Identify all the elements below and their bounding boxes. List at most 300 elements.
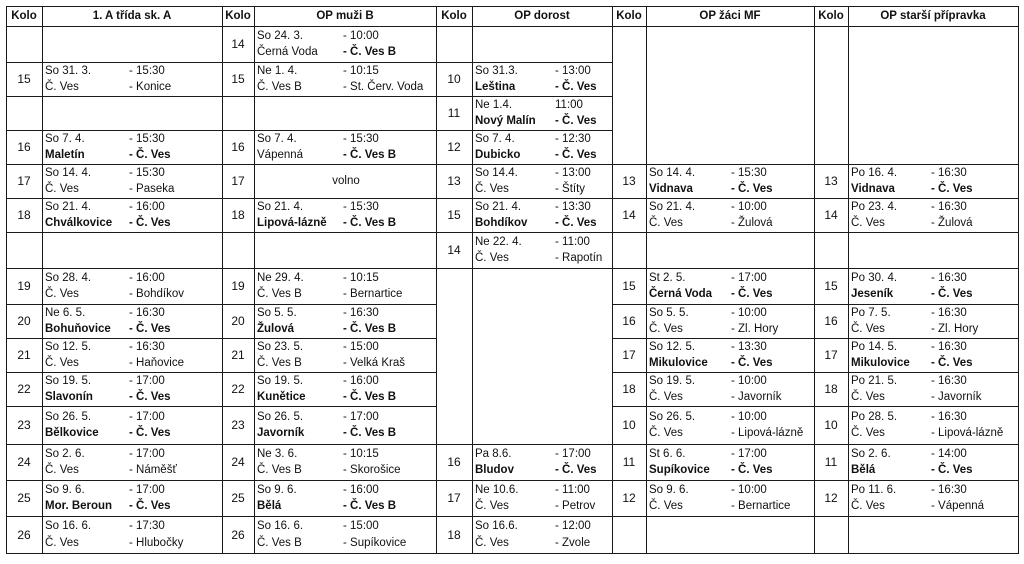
grid-line-horizontal bbox=[814, 516, 1019, 517]
round-number: 14 bbox=[231, 37, 245, 51]
match-date-line bbox=[257, 270, 435, 287]
home-team: Č. Ves bbox=[45, 288, 79, 300]
round-number: 17 bbox=[824, 348, 838, 362]
match-time: - 12:30 bbox=[555, 132, 591, 145]
match-cell bbox=[257, 199, 435, 232]
away-team: - Č. Ves bbox=[931, 464, 973, 476]
match-time: - 11:00 bbox=[555, 483, 590, 496]
match-time: - 17:00 bbox=[731, 447, 767, 460]
match-cell bbox=[851, 482, 1017, 515]
match-teams-line bbox=[257, 425, 435, 442]
match-time: - 16:30 bbox=[931, 374, 967, 387]
away-team: - Žulová bbox=[931, 217, 973, 229]
column-header-kolo: Kolo bbox=[441, 10, 467, 22]
round-number: 22 bbox=[231, 382, 245, 396]
home-team: Bělkovice bbox=[45, 427, 99, 439]
match-cell bbox=[45, 482, 221, 515]
match-date-line bbox=[257, 339, 435, 356]
match-cell bbox=[257, 305, 435, 338]
match-cell bbox=[475, 446, 611, 479]
match-time: - 16:00 bbox=[129, 271, 165, 284]
match-date: So 19. 5. bbox=[649, 374, 696, 387]
match-cell bbox=[45, 131, 221, 164]
match-cell bbox=[257, 339, 435, 372]
match-time: - 16:00 bbox=[129, 200, 165, 213]
grid-line-vertical bbox=[1018, 6, 1019, 553]
match-time: - 16:30 bbox=[931, 340, 967, 353]
home-team: Č. Ves bbox=[45, 183, 79, 195]
away-team: - Hlubočky bbox=[129, 536, 184, 549]
home-team: Č. Ves bbox=[851, 217, 885, 229]
round-number: 24 bbox=[231, 455, 245, 469]
match-time: - 10:00 bbox=[731, 374, 767, 387]
match-cell bbox=[851, 165, 1017, 198]
column-header-kolo: Kolo bbox=[616, 10, 642, 22]
match-date: So 7. 4. bbox=[257, 132, 297, 145]
match-time: - 16:30 bbox=[931, 166, 967, 179]
match-date-line bbox=[649, 409, 813, 426]
home-team: Mikulovice bbox=[649, 357, 708, 369]
match-date: So 16. 6. bbox=[257, 520, 304, 532]
round-number: 16 bbox=[824, 314, 838, 328]
column-header-competition: OP starší přípravka bbox=[880, 10, 986, 22]
match-cell bbox=[851, 199, 1017, 232]
home-team: Maletín bbox=[45, 149, 85, 161]
round-number: 16 bbox=[622, 314, 636, 328]
grid-line-horizontal bbox=[436, 553, 613, 554]
match-teams-line bbox=[475, 113, 611, 130]
match-teams-line bbox=[851, 321, 1017, 338]
match-date: So 21. 4. bbox=[45, 200, 92, 213]
round-number: 26 bbox=[17, 527, 31, 542]
home-team: Č. Ves bbox=[475, 536, 509, 549]
round-number: 16 bbox=[447, 455, 461, 469]
match-teams-line bbox=[851, 498, 1017, 515]
match-date: So 16.6. bbox=[475, 520, 518, 532]
match-time: - 11:00 bbox=[555, 235, 590, 248]
match-time: - 16:30 bbox=[931, 271, 967, 284]
match-teams-line bbox=[851, 389, 1017, 406]
match-time: - 10:00 bbox=[731, 200, 767, 213]
match-date: Po 23. 4. bbox=[851, 200, 898, 213]
round-number: 23 bbox=[231, 418, 245, 432]
match-date: St 6. 6. bbox=[649, 447, 686, 460]
round-number: 16 bbox=[17, 140, 31, 154]
home-team: Bohuňovice bbox=[45, 323, 111, 335]
home-team: Kunětice bbox=[257, 391, 306, 403]
match-teams-line bbox=[649, 498, 813, 515]
away-team: - Č. Ves B bbox=[343, 427, 397, 439]
match-date: So 5. 5. bbox=[649, 306, 689, 319]
round-number: 15 bbox=[824, 279, 838, 293]
column-header-kolo: Kolo bbox=[818, 10, 844, 22]
match-time: - 16:30 bbox=[129, 340, 165, 353]
match-date-line bbox=[649, 339, 813, 356]
round-number: 14 bbox=[622, 208, 636, 222]
match-date-line bbox=[257, 446, 435, 463]
round-number: 16 bbox=[231, 140, 245, 154]
column-header-kolo: Kolo bbox=[11, 10, 37, 22]
match-cell bbox=[851, 409, 1017, 442]
grid-line-horizontal bbox=[222, 232, 437, 233]
away-team: - St. Červ. Voda bbox=[343, 81, 424, 93]
home-team: Jeseník bbox=[851, 288, 894, 300]
match-time: - 16:30 bbox=[129, 306, 165, 319]
match-date: Ne 6. 5. bbox=[45, 306, 86, 319]
match-date-line bbox=[475, 199, 611, 216]
away-team: - Č. Ves bbox=[555, 115, 597, 127]
away-team: - Č. Ves bbox=[129, 391, 171, 403]
match-cell bbox=[851, 270, 1017, 303]
match-teams-line bbox=[257, 147, 435, 164]
home-team: Nový Malín bbox=[475, 115, 536, 127]
grid-line-horizontal bbox=[612, 516, 815, 517]
match-teams-line bbox=[45, 498, 221, 515]
away-team: - Č. Ves bbox=[731, 357, 773, 369]
match-date-line bbox=[257, 28, 435, 45]
match-time: - 17:30 bbox=[129, 520, 165, 532]
match-cell bbox=[649, 199, 813, 232]
match-time: - 15:00 bbox=[343, 520, 379, 532]
column-header-competition: OP dorost bbox=[514, 10, 570, 22]
home-team: Č. Ves bbox=[45, 536, 79, 549]
home-team: Č. Ves B bbox=[257, 288, 302, 300]
round-number: 20 bbox=[17, 314, 31, 328]
match-teams-line bbox=[45, 215, 221, 232]
round-number: 10 bbox=[447, 72, 461, 86]
match-teams-line bbox=[45, 462, 221, 479]
match-teams-line bbox=[475, 498, 611, 515]
match-time: - 15:30 bbox=[129, 166, 165, 179]
home-team: Mikulovice bbox=[851, 357, 910, 369]
grid-line-vertical bbox=[848, 6, 849, 553]
match-date: So 26. 5. bbox=[257, 410, 304, 423]
away-team: - Rapotín bbox=[555, 252, 603, 264]
match-date-line bbox=[851, 339, 1017, 356]
away-team: - Lipová-lázně bbox=[731, 427, 804, 439]
away-team: - Lipová-lázně bbox=[931, 427, 1004, 439]
grid-line-horizontal bbox=[222, 96, 437, 97]
match-date-line bbox=[257, 199, 435, 216]
home-team: Č. Ves bbox=[649, 427, 683, 439]
match-date: So 14.4. bbox=[475, 166, 518, 179]
column-header-competition: OP muži B bbox=[316, 10, 374, 22]
grid-line-horizontal bbox=[612, 553, 815, 554]
match-date-line bbox=[649, 482, 813, 499]
grid-line-horizontal bbox=[222, 516, 437, 517]
match-teams-line bbox=[257, 535, 435, 552]
grid-line-vertical bbox=[42, 6, 43, 553]
home-team: Černá Voda bbox=[257, 46, 318, 58]
match-teams-line bbox=[649, 181, 813, 198]
grid-line-horizontal bbox=[6, 96, 223, 97]
round-number: 12 bbox=[622, 491, 636, 505]
match-time: - 17:00 bbox=[129, 447, 165, 460]
match-date-line bbox=[45, 373, 221, 390]
match-teams-line bbox=[649, 389, 813, 406]
match-teams-line bbox=[45, 147, 221, 164]
match-time: - 15:30 bbox=[129, 64, 165, 77]
match-cell bbox=[257, 270, 435, 303]
match-teams-line bbox=[851, 462, 1017, 479]
grid-line-horizontal bbox=[6, 232, 223, 233]
match-date: So 5. 5. bbox=[257, 306, 297, 319]
match-time: - 17:00 bbox=[343, 410, 379, 423]
match-date: So 26. 5. bbox=[45, 410, 92, 423]
match-cell bbox=[45, 165, 221, 198]
match-cell bbox=[475, 165, 611, 198]
match-date-line bbox=[649, 305, 813, 322]
match-date: So 21. 4. bbox=[257, 200, 304, 213]
match-time: - 16:30 bbox=[931, 483, 967, 496]
away-team: - Bohdíkov bbox=[129, 288, 184, 300]
match-date-line bbox=[45, 446, 221, 463]
match-date-line bbox=[851, 446, 1017, 463]
match-date: Ne 1.4. bbox=[475, 98, 513, 111]
match-teams-line bbox=[45, 425, 221, 442]
match-cell bbox=[475, 518, 611, 551]
match-teams-line bbox=[257, 44, 435, 61]
match-date-line bbox=[257, 305, 435, 322]
away-team: - Vápenná bbox=[931, 500, 985, 512]
match-cell bbox=[475, 199, 611, 232]
match-cell bbox=[851, 373, 1017, 406]
match-date-line bbox=[851, 199, 1017, 216]
round-number: 19 bbox=[231, 279, 245, 293]
match-time: - 16:30 bbox=[931, 410, 967, 423]
away-team: - Č. Ves bbox=[731, 183, 773, 195]
away-team: - Č. Ves bbox=[555, 149, 597, 161]
home-team: Č. Ves bbox=[851, 391, 885, 403]
match-date-line bbox=[851, 409, 1017, 426]
grid-line-vertical bbox=[472, 6, 473, 553]
away-team: - Bernartice bbox=[731, 500, 791, 512]
match-date: Po 16. 4. bbox=[851, 166, 898, 179]
match-date-line bbox=[475, 97, 611, 114]
match-cell bbox=[257, 131, 435, 164]
away-team: - Haňovice bbox=[129, 357, 184, 369]
home-team: Vápenná bbox=[257, 149, 304, 161]
match-teams-line bbox=[649, 355, 813, 372]
match-cell bbox=[45, 518, 221, 551]
away-team: - Č. Ves bbox=[129, 149, 171, 161]
round-number: 19 bbox=[17, 279, 31, 293]
match-teams-line bbox=[45, 355, 221, 372]
away-team: - Č. Ves B bbox=[343, 391, 397, 403]
round-number: 17 bbox=[231, 174, 245, 188]
match-date-line bbox=[45, 409, 221, 426]
match-date-line bbox=[475, 482, 611, 499]
match-cell bbox=[475, 131, 611, 164]
round-number: 17 bbox=[622, 348, 636, 362]
match-date-line bbox=[851, 373, 1017, 390]
match-teams-line bbox=[475, 147, 611, 164]
round-number: 21 bbox=[231, 348, 245, 362]
match-time: - 16:00 bbox=[343, 483, 379, 496]
match-date: So 14. 4. bbox=[649, 166, 696, 179]
match-date: So 12. 5. bbox=[649, 340, 696, 353]
match-date: So 23. 5. bbox=[257, 340, 304, 353]
match-date-line bbox=[257, 518, 435, 535]
column-header-competition: OP žáci MF bbox=[699, 10, 761, 22]
match-date: So 28. 4. bbox=[45, 271, 92, 284]
round-number: 13 bbox=[622, 174, 636, 188]
home-team: Bludov bbox=[475, 464, 514, 476]
match-time: - 13:00 bbox=[555, 64, 591, 77]
home-team: Č. Ves bbox=[45, 464, 79, 476]
match-date-line bbox=[45, 63, 221, 80]
match-date: So 31. 3. bbox=[45, 64, 92, 77]
away-team: - Č. Ves B bbox=[343, 500, 397, 512]
match-date: So 16. 6. bbox=[45, 520, 92, 532]
match-cell bbox=[475, 482, 611, 515]
match-date-line bbox=[257, 409, 435, 426]
match-time: - 17:00 bbox=[129, 374, 165, 387]
match-teams-line bbox=[475, 215, 611, 232]
match-time: - 15:30 bbox=[343, 132, 379, 145]
home-team: Č. Ves bbox=[475, 500, 509, 512]
match-date-line bbox=[475, 446, 611, 463]
match-date: Ne 29. 4. bbox=[257, 271, 304, 284]
match-time: - 10:15 bbox=[343, 447, 379, 460]
match-time: - 15:30 bbox=[129, 132, 165, 145]
away-team: - Č. Ves bbox=[931, 288, 973, 300]
match-cell bbox=[45, 446, 221, 479]
match-teams-line bbox=[649, 321, 813, 338]
match-teams-line bbox=[257, 389, 435, 406]
match-time: - 16:30 bbox=[343, 306, 379, 319]
match-date: St 2. 5. bbox=[649, 271, 686, 284]
round-number: 10 bbox=[622, 418, 636, 432]
round-number: 23 bbox=[17, 418, 31, 432]
away-team: - Paseka bbox=[129, 183, 175, 195]
home-team: Bělá bbox=[257, 500, 282, 512]
match-date-line bbox=[257, 131, 435, 148]
away-team: - Č. Ves bbox=[555, 217, 597, 229]
away-team: - Č. Ves bbox=[931, 357, 973, 369]
grid-line-horizontal bbox=[814, 553, 1019, 554]
round-number: 15 bbox=[447, 208, 461, 222]
match-cell bbox=[257, 482, 435, 515]
match-time: 11:00 bbox=[555, 98, 583, 111]
match-date-line bbox=[649, 270, 813, 287]
home-team: Č. Ves bbox=[851, 427, 885, 439]
match-date-line bbox=[45, 131, 221, 148]
match-date: Ne 10.6. bbox=[475, 483, 519, 496]
home-team: Chválkovice bbox=[45, 217, 113, 229]
match-date: So 19. 5. bbox=[257, 374, 304, 387]
home-team: Č. Ves bbox=[649, 323, 683, 335]
match-date-line bbox=[649, 165, 813, 182]
match-date: Ne 1. 4. bbox=[257, 64, 298, 77]
match-teams-line bbox=[851, 425, 1017, 442]
match-time: - 15:30 bbox=[343, 200, 379, 213]
match-date: Po 28. 5. bbox=[851, 410, 898, 423]
home-team: Lipová-lázně bbox=[257, 217, 327, 229]
round-number: 18 bbox=[17, 208, 31, 222]
match-date-line bbox=[45, 482, 221, 499]
match-date: So 9. 6. bbox=[649, 483, 689, 496]
match-date: Ne 3. 6. bbox=[257, 447, 298, 460]
match-cell bbox=[851, 446, 1017, 479]
match-time: - 10:00 bbox=[731, 306, 767, 319]
match-cell bbox=[851, 305, 1017, 338]
match-cell bbox=[475, 63, 611, 96]
home-team: Bohdíkov bbox=[475, 217, 528, 229]
match-date-line bbox=[851, 305, 1017, 322]
home-team: Slavonín bbox=[45, 391, 93, 403]
match-time: - 16:30 bbox=[931, 306, 967, 319]
grid-line-horizontal bbox=[612, 232, 815, 233]
match-date: So 24. 3. bbox=[257, 29, 304, 42]
match-date: So 21. 4. bbox=[475, 200, 522, 213]
match-date-line bbox=[45, 339, 221, 356]
round-number: 18 bbox=[447, 527, 461, 542]
match-teams-line bbox=[45, 79, 221, 96]
away-team: - Č. Ves bbox=[129, 323, 171, 335]
round-number: 18 bbox=[231, 208, 245, 222]
match-cell bbox=[45, 409, 221, 442]
home-team: Vidnava bbox=[851, 183, 895, 195]
home-team: Č. Ves B bbox=[257, 81, 302, 93]
match-date: Ne 22. 4. bbox=[475, 235, 522, 248]
match-time: - 15:00 bbox=[343, 340, 379, 353]
away-team: - Petrov bbox=[555, 500, 596, 512]
match-date-line bbox=[851, 270, 1017, 287]
match-cell bbox=[45, 373, 221, 406]
match-teams-line bbox=[649, 215, 813, 232]
match-date-line bbox=[45, 305, 221, 322]
away-team: - Štíty bbox=[555, 183, 586, 195]
match-date-line bbox=[851, 165, 1017, 182]
match-date-line bbox=[45, 270, 221, 287]
match-date-line bbox=[257, 373, 435, 390]
match-time: - 13:30 bbox=[555, 200, 591, 213]
away-team: - Č. Ves B bbox=[343, 217, 397, 229]
match-teams-line bbox=[45, 389, 221, 406]
match-date-line bbox=[45, 165, 221, 182]
away-team: - Č. Ves bbox=[555, 464, 597, 476]
match-teams-line bbox=[257, 355, 435, 372]
round-number: 10 bbox=[824, 418, 838, 432]
match-cell bbox=[649, 165, 813, 198]
away-team: - Č. Ves B bbox=[343, 46, 397, 58]
grid-line-horizontal bbox=[814, 232, 1019, 233]
home-team: Č. Ves bbox=[45, 357, 79, 369]
match-cell bbox=[649, 305, 813, 338]
match-date: Po 30. 4. bbox=[851, 271, 898, 284]
match-time: - 17:00 bbox=[555, 447, 591, 460]
round-number: 15 bbox=[622, 279, 636, 293]
home-team: Č. Ves bbox=[649, 217, 683, 229]
column-header-competition: 1. A třída sk. A bbox=[92, 10, 172, 22]
away-team: - Č. Ves bbox=[731, 288, 773, 300]
away-team: - Č. Ves bbox=[555, 81, 597, 93]
match-date-line bbox=[475, 63, 611, 80]
grid-line-horizontal bbox=[6, 553, 223, 554]
match-date-line bbox=[649, 199, 813, 216]
grid-line-horizontal bbox=[6, 26, 223, 27]
match-teams-line bbox=[475, 535, 611, 552]
match-time: - 14:00 bbox=[931, 447, 967, 460]
round-number: 13 bbox=[447, 174, 461, 188]
match-teams-line bbox=[475, 462, 611, 479]
match-teams-line bbox=[257, 79, 435, 96]
match-date-line bbox=[851, 482, 1017, 499]
home-team: Č. Ves bbox=[649, 500, 683, 512]
match-date-line bbox=[475, 234, 611, 251]
away-team: - Zl. Hory bbox=[931, 323, 979, 335]
